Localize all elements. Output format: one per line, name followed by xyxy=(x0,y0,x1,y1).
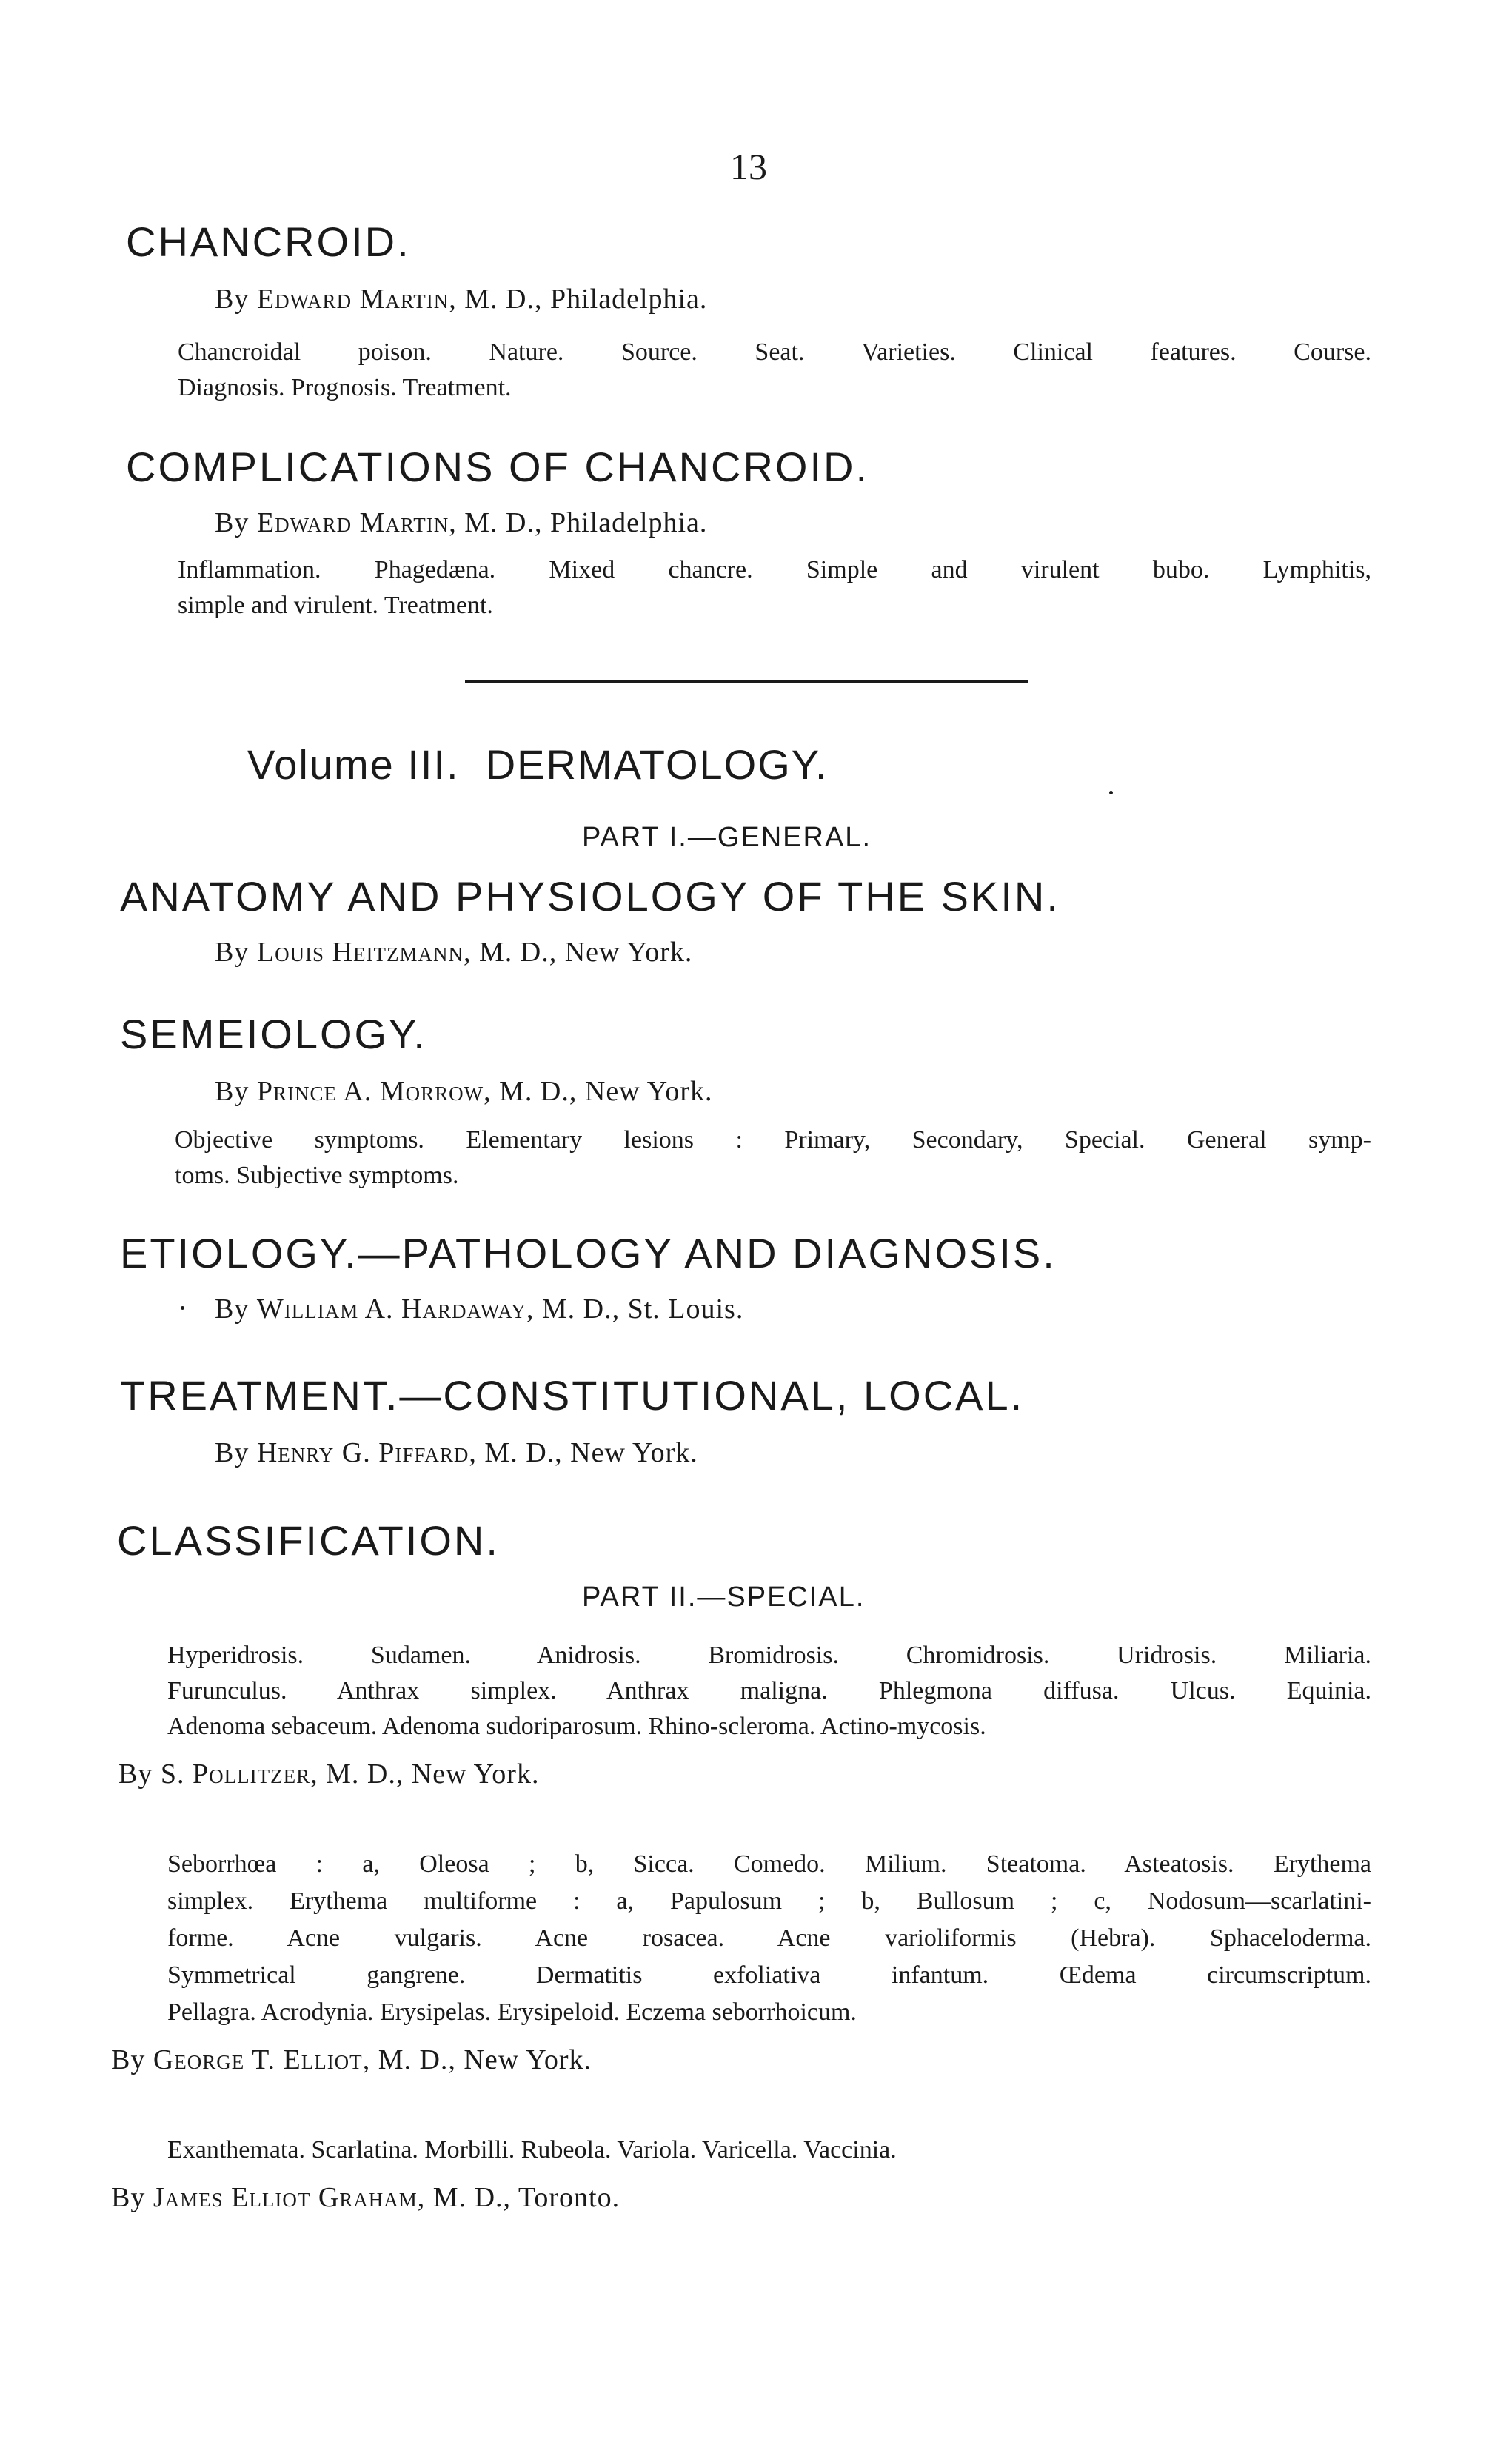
topics-line: Objective symptoms. Elementary lesions : Primary, Secondary, Special. General symp- xyxy=(175,1126,1371,1154)
section-title-etiology: ETIOLOGY.—PATHOLOGY AND DIAGNOSIS. xyxy=(120,1230,1057,1276)
author-name: Henry G. Piffard xyxy=(256,1437,469,1468)
byline-by: By xyxy=(215,284,250,315)
section-title-complications: COMPLICATIONS OF CHANCROID. xyxy=(126,444,870,490)
volume-label: Volume III. xyxy=(247,741,460,788)
author-name: S. Pollitzer xyxy=(160,1759,311,1790)
byline-special-1 xyxy=(118,1758,539,1790)
part-heading-special: PART II.—SPECIAL. xyxy=(582,1582,866,1613)
byline-by: By xyxy=(215,937,250,968)
author-name: William A. Hardaway xyxy=(256,1294,526,1325)
topics-line: Adenoma sebaceum. Adenoma sudoriparosum. Rhino-scleroma. Actino-mycosis. xyxy=(167,1713,986,1740)
part-heading-general: PART I.—GENERAL. xyxy=(582,822,872,853)
byline-by: By xyxy=(215,507,250,538)
section-title-anatomy: ANATOMY AND PHYSIOLOGY OF THE SKIN. xyxy=(120,873,1060,920)
topics-line: Chancroidal poison. Nature. Source. Seat. Varieties. Clinical features. Course. xyxy=(178,338,1371,366)
author-affiliation: , M. D., New York. xyxy=(464,937,693,968)
author-affiliation: , M. D., New York. xyxy=(484,1076,713,1107)
topics-line: Pellagra. Acrodynia. Erysipelas. Erysipeloid. Eczema seborrhoicum. xyxy=(167,1998,857,2026)
section-title-treatment: TREATMENT.—CONSTITUTIONAL, LOCAL. xyxy=(120,1372,1025,1419)
byline-complications xyxy=(215,506,707,539)
topics-line: Seborrhœa : a, Oleosa ; b, Sicca. Comedo. Milium. Steatoma. Asteatosis. Erythema xyxy=(167,1850,1371,1878)
author-affiliation: , M. D., Toronto. xyxy=(417,2182,620,2213)
byline-treatment xyxy=(215,1436,698,1469)
byline-anatomy xyxy=(215,936,692,968)
author-name: Louis Heitzmann xyxy=(256,937,464,968)
topics-line: Symmetrical gangrene. Dermatitis exfoliativa infantum. Œdema circumscriptum. xyxy=(167,1961,1371,1989)
topics-line: forme. Acne vulgaris. Acne rosacea. Acne varioliformis (Hebra). Sphaceloderma. xyxy=(167,1924,1371,1952)
author-affiliation: , M. D., New York. xyxy=(310,1759,540,1790)
page-number: 13 xyxy=(730,146,767,187)
ink-speck xyxy=(1109,791,1113,794)
byline-by: By xyxy=(215,1437,250,1468)
topics-line: Furunculus. Anthrax simplex. Anthrax maligna. Phlegmona diffusa. Ulcus. Equinia. xyxy=(167,1677,1371,1704)
byline-by: By xyxy=(111,2044,146,2075)
topics-line: simplex. Erythema multiforme : a, Papulosum ; b, Bullosum ; c, Nodosum—scarlatini- xyxy=(167,1887,1371,1915)
volume-heading xyxy=(247,740,829,789)
author-name: Edward Martin xyxy=(256,284,449,315)
topics-line: Exanthemata. Scarlatina. Morbilli. Rubeola. Variola. Varicella. Vaccinia. xyxy=(167,2136,897,2164)
byline-special-2 xyxy=(111,2044,592,2076)
section-title-chancroid: CHANCROID. xyxy=(126,218,411,265)
section-title-classification: CLASSIFICATION. xyxy=(117,1517,500,1564)
topics-line: toms. Subjective symptoms. xyxy=(175,1162,459,1189)
ink-speck xyxy=(181,1306,184,1310)
author-affiliation: , M. D., New York. xyxy=(362,2044,592,2075)
author-name: Prince A. Morrow xyxy=(256,1076,484,1107)
byline-by: By xyxy=(118,1759,153,1790)
byline-semeiology xyxy=(215,1075,713,1108)
topics-line: simple and virulent. Treatment. xyxy=(178,592,493,619)
author-name: James Elliot Graham xyxy=(153,2182,418,2213)
topics-line: Inflammation. Phagedæna. Mixed chancre. Simple and virulent bubo. Lymphitis, xyxy=(178,556,1371,583)
horizontal-rule xyxy=(465,680,1028,683)
topics-line: Hyperidrosis. Sudamen. Anidrosis. Bromidrosis. Chromidrosis. Uridrosis. Miliaria. xyxy=(167,1642,1371,1669)
topics-line: Diagnosis. Prognosis. Treatment. xyxy=(178,374,512,401)
author-name: George T. Elliot xyxy=(153,2044,363,2075)
byline-etiology xyxy=(215,1293,743,1325)
author-affiliation: , M. D., St. Louis. xyxy=(526,1294,744,1325)
author-affiliation: , M. D., Philadelphia. xyxy=(449,284,708,315)
volume-title: DERMATOLOGY. xyxy=(485,741,829,788)
author-affiliation: , M. D., New York. xyxy=(469,1437,698,1468)
byline-chancroid xyxy=(215,283,707,315)
section-title-semeiology: SEMEIOLOGY. xyxy=(120,1011,427,1057)
author-affiliation: , M. D., Philadelphia. xyxy=(449,507,708,538)
byline-by: By xyxy=(111,2182,146,2213)
byline-by: By xyxy=(215,1076,250,1107)
byline-by: By xyxy=(215,1294,250,1325)
author-name: Edward Martin xyxy=(256,507,449,538)
byline-special-3 xyxy=(111,2181,620,2214)
